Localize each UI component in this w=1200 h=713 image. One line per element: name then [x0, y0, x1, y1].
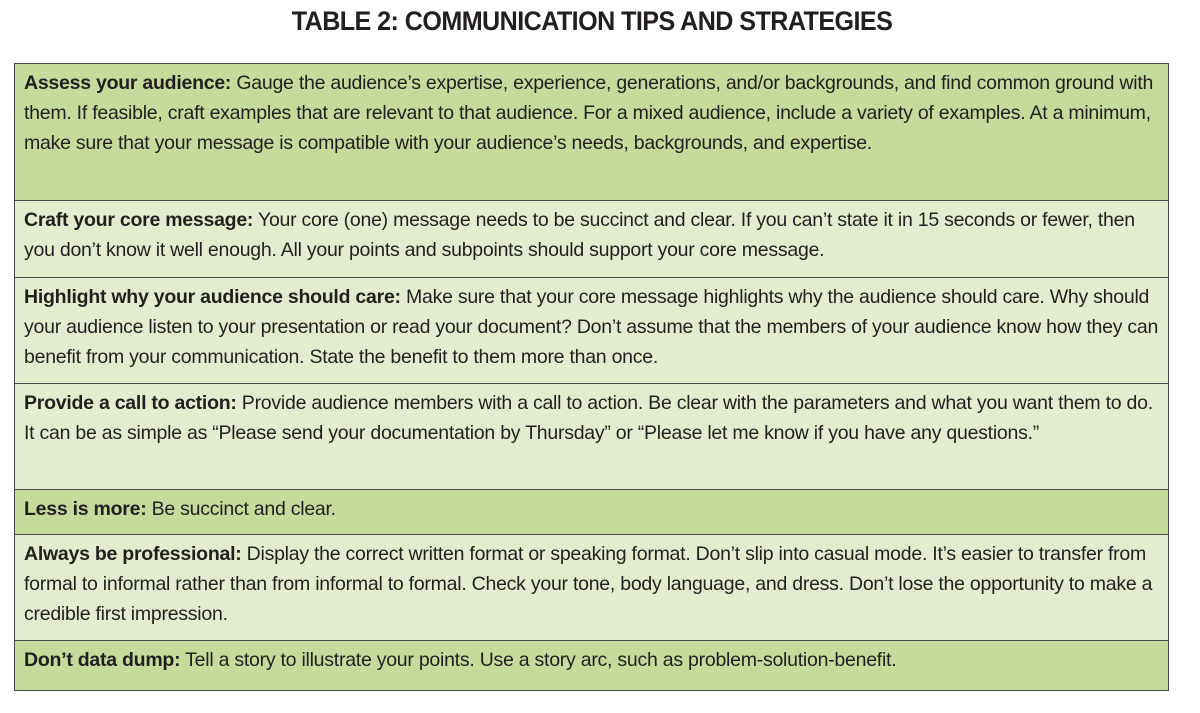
tip-row-why-care [15, 278, 1168, 384]
tip-description: Be succinct and clear. [146, 498, 336, 521]
tip-row-call-to-action [15, 384, 1168, 490]
tip-row-be-professional [15, 535, 1168, 641]
tip-term: Less is more: [24, 498, 147, 521]
tip-description: Tell a story to illustrate your points. Use a story arc, such as problem-solution-benefit. [180, 649, 897, 672]
tip-description: Display the correct written format or speaking format. Don’t slip into casual mode. It’s easier to transfer from formal to informal rather than from informal to formal. Check your tone, body language, and dress. Don’t lose the opportunity to make a credible first impression. [24, 542, 1153, 625]
tip-row-less-is-more [15, 490, 1168, 535]
tip-description: Provide audience members with a call to action. Be clear with the parameters and what you want them to do. It can be as simple as “Please send your documentation by Thursday” or “Please let me know if you have any questions.” [24, 391, 1153, 444]
tip-description: Gauge the audience’s expertise, experience, generations, and/or backgrounds, and find common ground with them. If feasible, craft examples that are relevant to that audience. For a mixed audience, include a variety of examples. At a minimum, make sure that your message is compatible with your audience’s needs, backgrounds, and expertise. [24, 72, 1154, 154]
table-title: TABLE 2: COMMUNICATION TIPS AND STRATEGIES [291, 6, 893, 36]
tip-row-assess-audience [15, 64, 1168, 201]
tips-table [14, 63, 1169, 691]
tip-term: Craft your core message: [24, 209, 254, 232]
tip-term: Always be professional: [24, 542, 242, 565]
tip-row-data-dump [15, 641, 1168, 690]
tip-term: Provide a call to action: [24, 391, 237, 414]
tip-term: Assess your audience: [24, 72, 232, 94]
tip-description: Your core (one) message needs to be succinct and clear. If you can’t state it in 15 seconds or fewer, then you don’t know it well enough. All your points and subpoints should support your core message. [24, 209, 1135, 262]
tip-term: Highlight why your audience should care: [24, 285, 401, 308]
tip-description: Make sure that your core message highlights why the audience should care. Why should your audience listen to your presentation or read your document? Don’t assume that the members of your audience know how they can benefit from your communication. State the benefit to them more than once. [24, 285, 1159, 368]
tip-row-core-message [15, 201, 1168, 278]
tip-term: Don’t data dump: [24, 649, 181, 672]
